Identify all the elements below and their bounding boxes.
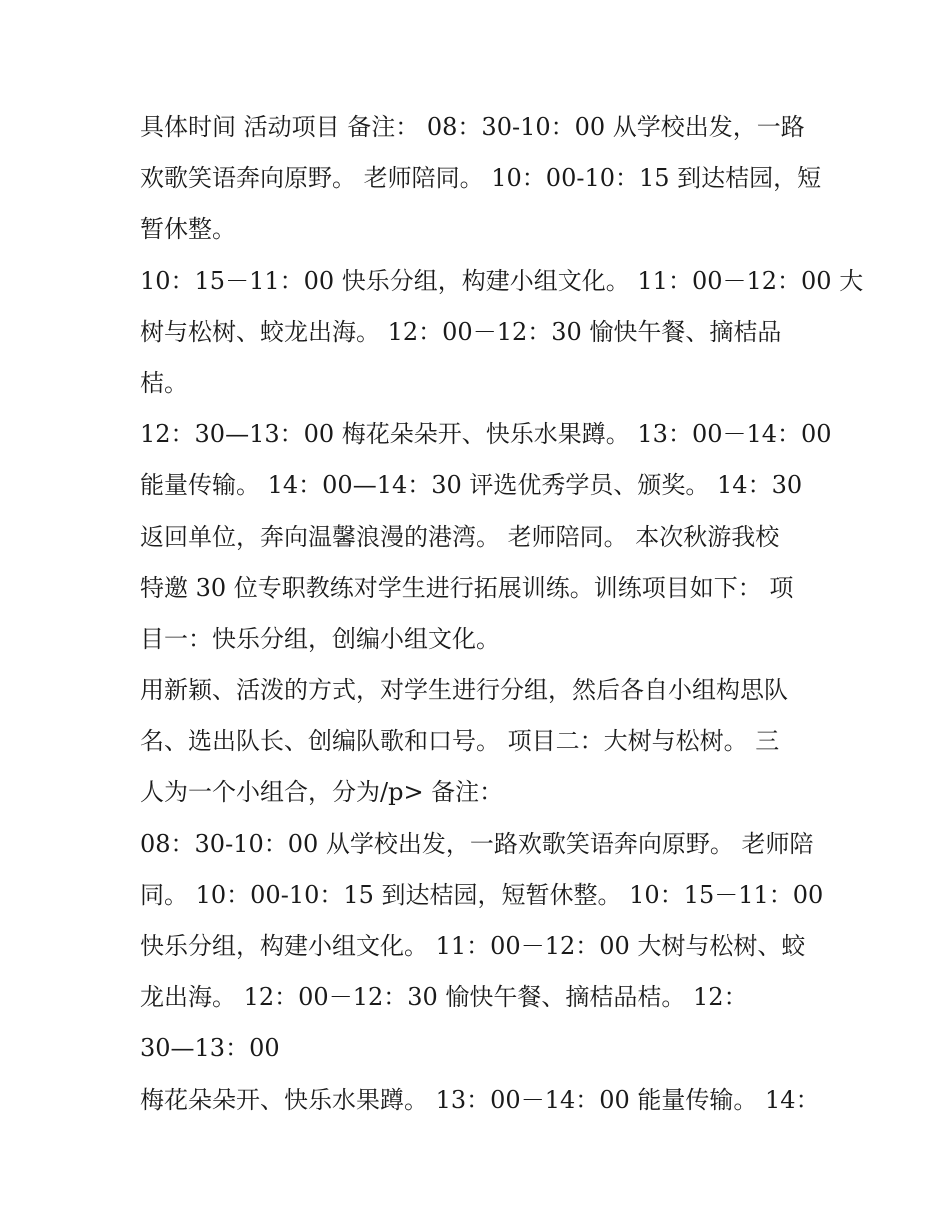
text-line: 龙出海。 12：00－12：30 愉快午餐、摘桔品桔。 12： [140, 983, 748, 1012]
text-line: 返回单位，奔向温馨浪漫的港湾。 老师陪同。 本次秋游我校 [140, 522, 780, 551]
text-line: 用新颖、活泼的方式，对学生进行分组，然后各自小组构思队 [140, 676, 788, 705]
document-body [140, 102, 864, 1126]
text-line: 30—13：00 [140, 1034, 280, 1063]
text-line: 名、选出队长、创编队歌和口号。 项目二：大树与松树。 三 [140, 727, 780, 756]
text-line: 08：30-10：00 从学校出发，一路欢歌笑语奔向原野。 老师陪 [140, 829, 814, 858]
text-line: 具体时间 活动项目 备注： 08：30-10：00 从学校出发，一路 [140, 113, 805, 141]
text-line: 12：30—13：00 梅花朵朵开、快乐水果蹲。 13：00－14：00 [140, 420, 832, 449]
text-line: 特邀 30 位专职教练对学生进行拓展训练。训练项目如下： 项 [140, 573, 794, 602]
text-line: 能量传输。 14：00—14：30 评选优秀学员、颁奖。 14：30 [140, 471, 803, 500]
text-line: 暂休整。 [140, 215, 236, 244]
text-line: 树与松树、蛟龙出海。 12：00－12：30 愉快午餐、摘桔品 [140, 317, 782, 346]
text-line: 梅花朵朵开、快乐水果蹲。 13：00－14：00 能量传输。 14： [140, 1085, 820, 1114]
text-line: 10：15－11：00 快乐分组，构建小组文化。 11：00－12：00 大 [140, 266, 864, 295]
text-line: 目一：快乐分组，创编小组文化。 [140, 624, 500, 653]
text-line: 桔。 [140, 368, 188, 397]
text-line: 同。 10：00-10：15 到达桔园，短暂休整。 10：15－11：00 [140, 880, 824, 909]
text-line: 快乐分组，构建小组文化。 11：00－12：00 大树与松树、蛟 [140, 932, 806, 960]
text-line: 人为一个小组合，分为/p> 备注： [140, 778, 504, 807]
text-line: 欢歌笑语奔向原野。 老师陪同。 10：00-10：15 到达桔园，短 [140, 164, 822, 193]
